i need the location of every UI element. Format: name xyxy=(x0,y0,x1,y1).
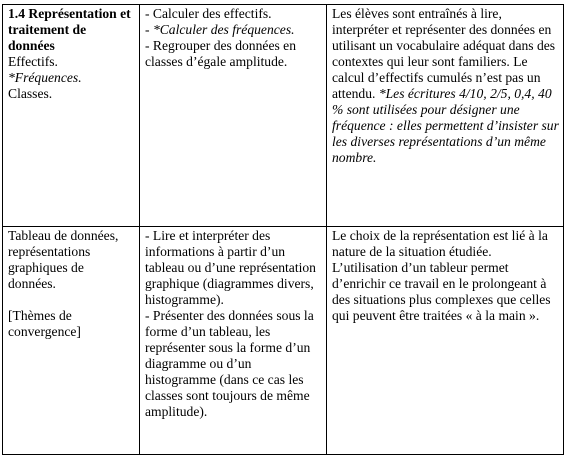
bullet-dash: - xyxy=(145,22,153,37)
skill-lire-interpreter: - Lire et interpréter des informations à partir d’un tableau ou d’une représentation graphique (diagrammes divers, histogramme). xyxy=(145,228,316,307)
skill-calculer-frequences xyxy=(145,22,322,38)
cell-skills xyxy=(140,5,327,227)
curriculum-table xyxy=(2,4,564,455)
topic-tableau-donnees: Tableau de données, représentations graphiques de données. xyxy=(8,228,119,291)
cell-comments xyxy=(327,227,564,455)
section-heading: 1.4 Représentation et traitement de données xyxy=(8,6,131,53)
topic-effectifs: Effectifs. xyxy=(8,54,58,69)
cell-comments xyxy=(327,5,564,227)
comment-italic-note: *Les écritures 4/10, 2/5, 0,4, 40 % sont utilisées pour désigner une fréquence : elles permettent d’insister sur les diverses représentations d’un même nombre. xyxy=(332,86,559,165)
comment-text: Les élèves sont entraînés à lire, interpréter et représenter des données en utilisant un vocabulaire adéquat dans des contextes qui leur sont familiers. Le calcul d’effectifs cumulés n’est pas un attendu. xyxy=(332,6,556,101)
table-row xyxy=(3,5,564,227)
topic-classes: Classes. xyxy=(8,86,53,101)
skill-regrouper-classes: - Regrouper des données en classes d’égale amplitude. xyxy=(145,38,296,69)
skill-frequences-text: *Calculer des fréquences. xyxy=(152,22,295,37)
skill-presenter-donnees: - Présenter des données sous la forme d’un tableau, les représenter sous la forme d’un diagramme ou d’un histogramme (dans ce cas les classes sont toujours de même amplitude). xyxy=(145,308,314,419)
topic-frequences: *Fréquences. xyxy=(8,70,82,85)
cell-topic xyxy=(3,227,140,455)
cell-topic xyxy=(3,5,140,227)
themes-convergence: [Thèmes de convergence] xyxy=(8,308,81,339)
comment-text: Le choix de la représentation est lié à la nature de la situation étudiée. L’utilisation d’un tableur permet d’enrichir ce travail en le prolongeant à des situations plus complexes que celles qui peuvent être traitées « à la main ». xyxy=(332,228,551,323)
table-row xyxy=(3,227,564,455)
skill-calculer-effectifs: - Calculer des effectifs. xyxy=(145,6,272,21)
cell-skills xyxy=(140,227,327,455)
